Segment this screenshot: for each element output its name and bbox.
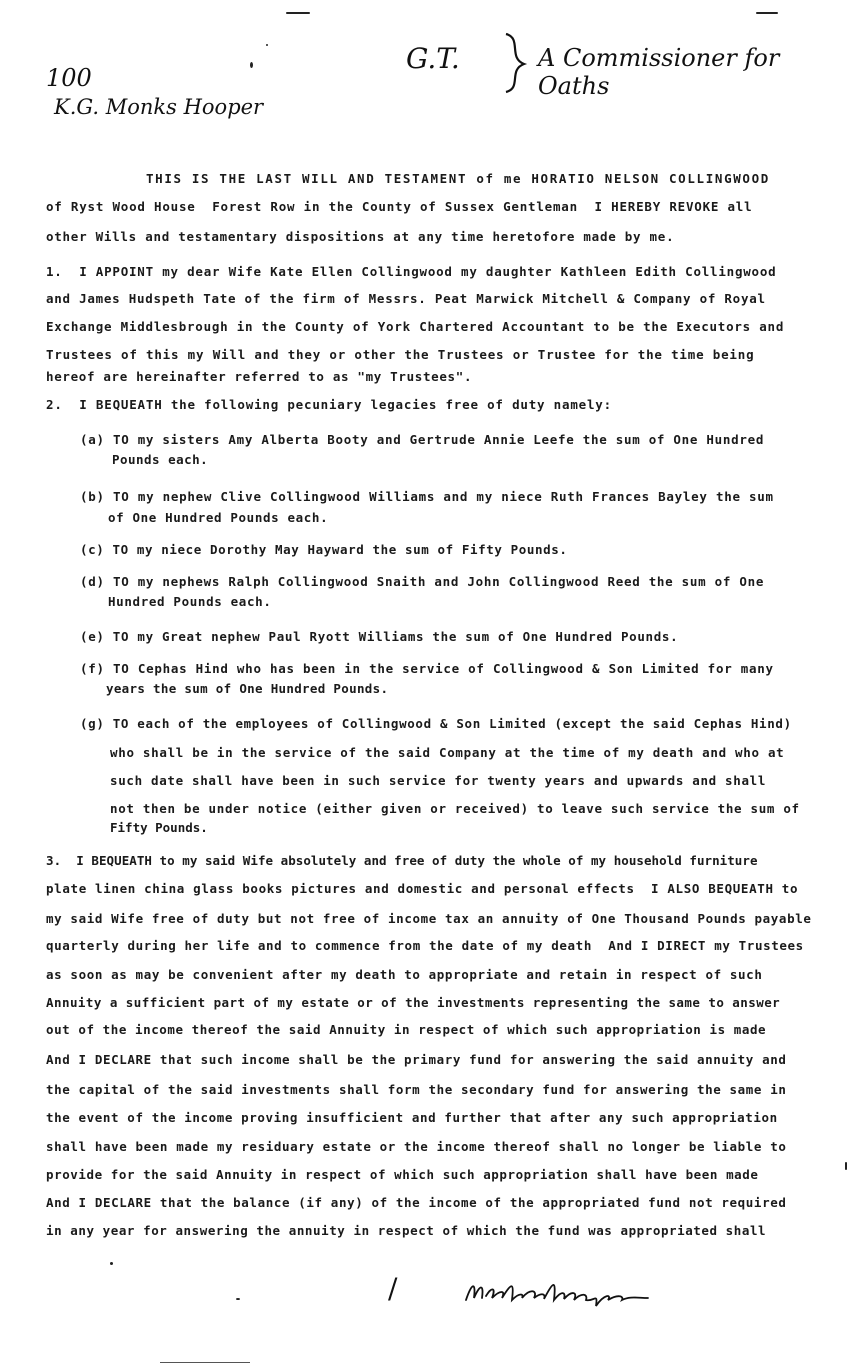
ink-speck	[286, 12, 310, 14]
will-text-line: such date shall have been in such service for twenty years and upwards and shall	[110, 773, 767, 788]
ink-speck	[236, 1298, 240, 1300]
will-text-line: who shall be in the service of the said Company at the time of my death and who at	[110, 745, 785, 760]
will-text-line: THIS IS THE LAST WILL AND TESTAMENT of me HORATIO NELSON COLLINGWOOD	[146, 171, 770, 186]
will-text-line: (e) TO my Great nephew Paul Ryott Williams the sum of One Hundred Pounds.	[80, 629, 679, 644]
will-text-line: other Wills and testamentary dispositions at any time heretofore made by me.	[46, 229, 675, 244]
will-text-line: provide for the said Annuity in respect of which such appropriation shall have been made	[46, 1167, 759, 1182]
will-text-line: (a) TO my sisters Amy Alberta Booty and Gertrude Annie Leefe the sum of One Hundred	[80, 432, 765, 447]
ink-speck	[110, 1262, 113, 1265]
ink-speck	[160, 1362, 250, 1363]
will-text-line: (g) TO each of the employees of Collingwood & Son Limited (except the said Cephas Hind)	[80, 716, 792, 731]
will-text-line: (c) TO my niece Dorothy May Hayward the sum of Fifty Pounds.	[80, 542, 568, 557]
handwritten-initials: G.T.	[406, 42, 460, 75]
will-text-line: and James Hudspeth Tate of the firm of Messrs. Peat Marwick Mitchell & Company of Royal	[46, 291, 766, 306]
will-text-line: (b) TO my nephew Clive Collingwood Williams and my niece Ruth Frances Bayley the sum	[80, 489, 774, 504]
will-text-line: out of the income thereof the said Annuity in respect of which such appropriation is made	[46, 1022, 767, 1037]
ink-speck	[756, 12, 778, 14]
will-text-line: 1. I APPOINT my dear Wife Kate Ellen Collingwood my daughter Kathleen Edith Collingwood	[46, 264, 777, 279]
handwritten-commissioner: A Commissioner for Oaths	[538, 44, 780, 100]
page-mark: /	[388, 1272, 398, 1305]
brace-mark	[500, 30, 536, 94]
will-text-line: the capital of the said investments shall form the secondary fund for answering the same in	[46, 1082, 787, 1097]
signature	[462, 1272, 652, 1312]
will-text-line: And I DECLARE that the balance (if any) of the income of the appropriated fund not required	[46, 1195, 787, 1210]
will-text-line: of One Hundred Pounds each.	[108, 510, 329, 525]
ink-speck	[250, 62, 253, 68]
will-text-line: in any year for answering the annuity in respect of which the fund was appropriated shall	[46, 1223, 767, 1238]
will-text-line: Pounds each.	[112, 452, 209, 467]
will-text-line: 3. I BEQUEATH to my said Wife absolutely and free of duty the whole of my household furniture	[46, 853, 758, 868]
will-text-line: the event of the income proving insufficient and further that after any such appropriation	[46, 1110, 778, 1125]
will-text-line: plate linen china glass books pictures and domestic and personal effects I ALSO BEQUEATH to	[46, 881, 799, 896]
will-text-line: of Ryst Wood House Forest Row in the County of Sussex Gentleman I HEREBY REVOKE all	[46, 199, 753, 214]
will-text-line: Exchange Middlesbrough in the County of York Chartered Accountant to be the Executors and	[46, 319, 785, 334]
handwritten-number: 100	[46, 64, 92, 92]
will-text-line: not then be under notice (either given or received) to leave such service the sum of	[110, 801, 800, 816]
will-text-line: (d) TO my nephews Ralph Collingwood Snaith and John Collingwood Reed the sum of One	[80, 574, 765, 589]
ink-speck	[845, 1162, 847, 1170]
will-text-line: And I DECLARE that such income shall be the primary fund for answering the said annuity and	[46, 1052, 787, 1067]
will-text-line: quarterly during her life and to commence from the date of my death And I DIRECT my Trustees	[46, 938, 804, 953]
will-text-line: Trustees of this my Will and they or other the Trustees or Trustee for the time being	[46, 347, 755, 362]
will-text-line: (f) TO Cephas Hind who has been in the service of Collingwood & Son Limited for many	[80, 661, 774, 676]
will-text-line: as soon as may be convenient after my death to appropriate and retain in respect of such	[46, 967, 763, 982]
will-text-line: hereof are hereinafter referred to as "my Trustees".	[46, 369, 473, 384]
will-text-line: Annuity a sufficient part of my estate or of the investments representing the same to answer	[46, 995, 781, 1010]
will-text-line: my said Wife free of duty but not free of income tax an annuity of One Thousand Pounds payable	[46, 911, 812, 926]
will-text-line: 2. I BEQUEATH the following pecuniary legacies free of duty namely:	[46, 397, 612, 412]
will-text-line: Fifty Pounds.	[110, 820, 208, 835]
will-text-line: Hundred Pounds each.	[108, 594, 272, 609]
will-text-line: shall have been made my residuary estate or the income thereof shall no longer be liable to	[46, 1139, 787, 1154]
handwritten-name: K.G. Monks Hooper	[54, 95, 264, 119]
ink-speck	[266, 44, 268, 46]
will-text-line: years the sum of One Hundred Pounds.	[106, 681, 389, 696]
